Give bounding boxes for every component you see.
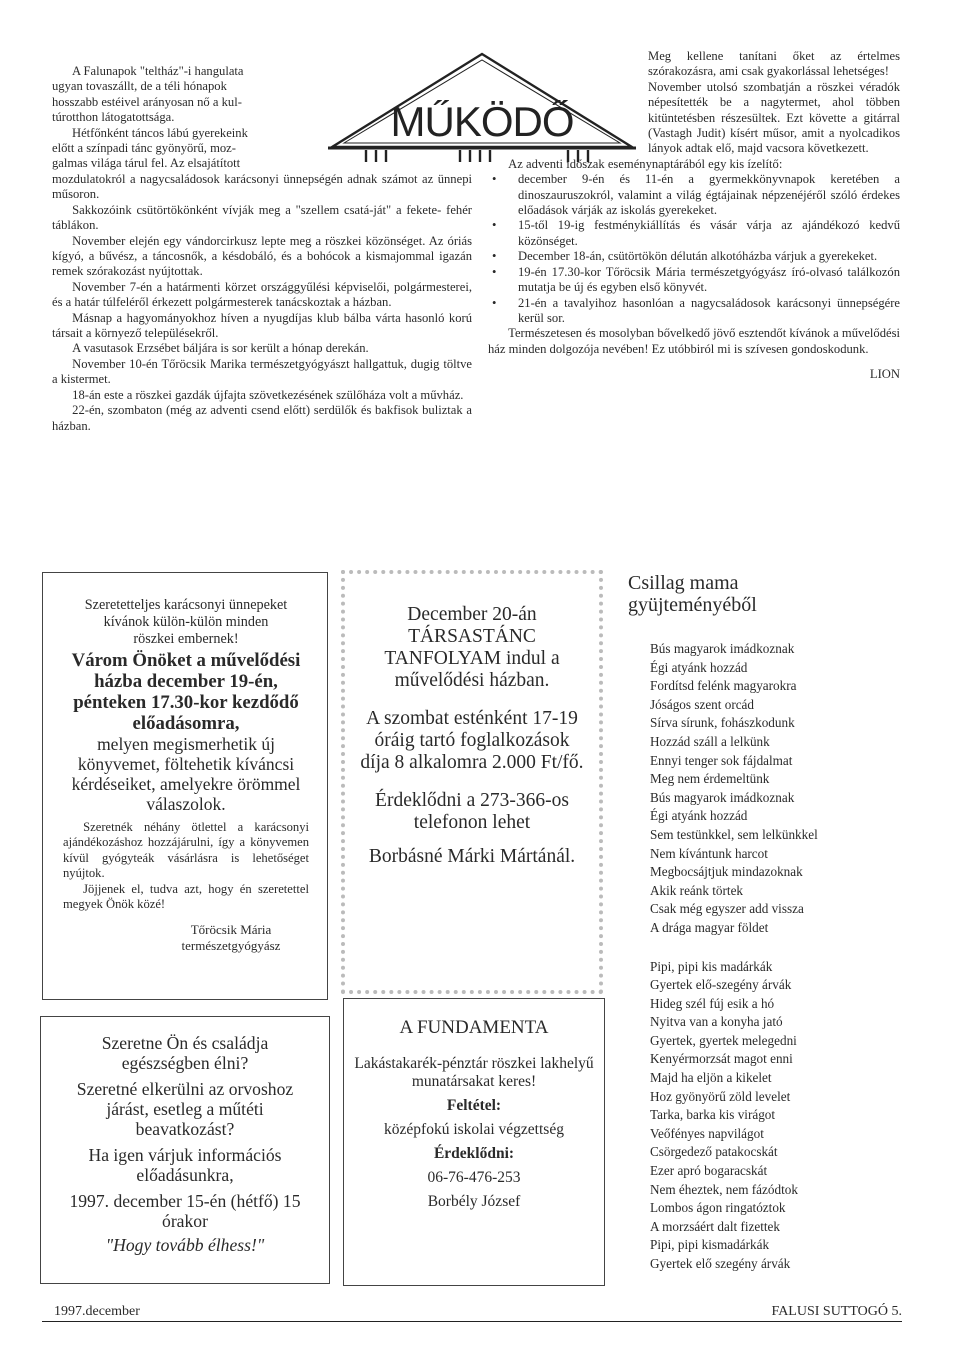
poem-line: Bús magyarok imádkoznak xyxy=(650,789,795,805)
fundamenta-box xyxy=(343,998,605,1286)
fundamenta-text: Lakástakarék-pénztár röszkei lakhelyű munatársakat keres! xyxy=(354,1055,594,1090)
poem-line: Pipi, pipi kis madárkák xyxy=(650,958,773,974)
signature-title: természetgyógyász xyxy=(181,938,281,954)
poem-line: A drága magyar földet xyxy=(650,919,769,935)
intro-line: túrotthon látogatottsága. xyxy=(52,110,175,125)
list-item: • December 18-án, csütörtökön délután alkotóházba várjuk a gyerekeket. xyxy=(488,249,900,264)
greeting-paragraph: Jöjjenek el, tudva azt, hogy én szeretettel megyek Önök közé! xyxy=(63,881,309,912)
poem-line: Hoz gyönyörű zöld levelet xyxy=(650,1088,791,1104)
poem-line: Majd ha eljön a kikelet xyxy=(650,1070,772,1086)
health-slogan: "Hogy tovább élhess!" xyxy=(105,1235,265,1255)
bullet-icon: • xyxy=(492,172,497,187)
list-item: • 19-én 17.30-kor Tőröcsik Mária természetgyógyász író-olvasó találkozón mutatja be új és egyben első könyvét. xyxy=(488,265,900,296)
page-title: MŰKÖDŐ xyxy=(390,98,574,145)
bullet-icon: • xyxy=(492,249,497,264)
fundamenta-condition: középfokú iskolai végzettség xyxy=(384,1121,564,1138)
intro-line: A Falunapok "teltház"-i hangulata xyxy=(72,64,244,78)
poem-line: Ennyi tenger sok fájdalmat xyxy=(650,752,793,768)
poem-line: Jóságos szent orcád xyxy=(650,696,755,712)
fundamenta-name: Borbély József xyxy=(427,1193,521,1210)
intro-line: Hétfőnként táncos lábú gyerekeink xyxy=(72,125,248,140)
greeting-paragraph: Szeretnék néhány ötlettel a karácsonyi ajándékozáshoz hozzájárulni, így a könyvemen kívül gyógyteák vásárlásra is lehetőséget nyújtok. xyxy=(63,820,309,881)
poem-line: Hideg szél fúj esik a hó xyxy=(650,995,775,1011)
poem-line: Gyertek elő-szegény árvák xyxy=(650,977,792,993)
list-item: • 15-től 19-ig festménykiállítás és vásár várja az ajándékozó kedvű közönséget. xyxy=(488,218,900,249)
list-item: • december 9-én és 11-én a gyermekkönyvnapok keretében a dinoszauruszokról, valamint a világ égtájainak népzenéjéről szóló érdekes előadások várják az iskolás gyerekeket. xyxy=(488,172,900,218)
article-paragraph: Természetesen és mosolyban bővelkedő jövő esztendőt kívánok a művelődési ház minden dolgozója nevében! Ez utóbbiról mi is szívesen gondoskodunk. xyxy=(488,326,900,356)
poem-line: Nem kívántunk harcot xyxy=(650,845,768,861)
bullet-icon: • xyxy=(492,264,497,279)
intro-line: galmas világa tárul fel. Az elsajátított xyxy=(52,156,241,171)
poem-line: Égi atyánk hozzád xyxy=(650,659,748,675)
poem-line: Bús magyarok imádkoznak xyxy=(650,641,795,656)
health-line: Ha igen várjuk információs előadásunkra, xyxy=(88,1145,282,1185)
health-line: 1997. december 15-én (hétfő) 15 órakor xyxy=(69,1191,301,1231)
poem-line: Kenyérmorzsát magot enni xyxy=(650,1051,793,1067)
poem-line: Meg nem érdemeltünk xyxy=(650,771,770,787)
article-paragraph: Sakkozóink csütörtökönként vívják meg a "szellem csatá-ját" a fekete- fehér táblákon. xyxy=(52,202,472,233)
poem-line: Égi atyánk hozzád xyxy=(650,808,748,824)
poem-line: Csörgedező patakocskát xyxy=(650,1144,778,1160)
article-paragraph: mozdulatokról a nagycsaládosok karácsonyi ünnepségén adnak számot az ünnepi műsoron. xyxy=(52,172,472,202)
greeting-headline: Szeretetteljes karácsonyi ünnepeket kívánok külön-külön minden röszkei embernek! xyxy=(84,597,288,647)
article-paragraph: Másnap a hagyományokhoz híven a nyugdíjas klub bálba várta hasonló korú társait a környező településekről. xyxy=(52,310,472,341)
poem-title: Csillag mama xyxy=(628,572,739,594)
poem-line: Akik reánk törtek xyxy=(650,882,744,898)
signature: LION xyxy=(869,367,900,382)
signature-name: Tőröcsik Mária xyxy=(190,922,272,938)
article-paragraph: November utolsó szombatján a röszkei véradók népesítették be a nagytermet, ahol többen kitüntetésben részesültek. Ezt követte a gitárral (Vastagh Judit) kísért műsor, amit a nyolcadikos lányok adtak elő, majd vacsora következett. xyxy=(648,79,900,156)
poem-line: A morzsáért dalt fizettek xyxy=(650,1218,780,1234)
right-article xyxy=(488,49,900,383)
fundamenta-condition-label: Feltétel: xyxy=(446,1097,502,1114)
poem-stanza xyxy=(614,958,910,1274)
poem-section xyxy=(614,572,910,1274)
greeting-invite: Várom Önöket a művelődési házba december 19-én, pénteken 17.30-kor kezdődő előadásomra, xyxy=(71,650,301,734)
dance-contact-person: Borbásné Márki Mártánál. xyxy=(368,846,576,867)
bullet-icon: • xyxy=(492,218,497,233)
intro-line: előtt a színpadi tánc gyönyörű, moz- xyxy=(52,141,236,156)
poem-line: Gyertek elő szegény árvák xyxy=(650,1256,791,1271)
intro-line: hosszabb estéivel arányosan nő a kul- xyxy=(52,94,242,109)
poem-line: Csak még egyszer add vissza xyxy=(650,901,804,917)
dance-contact: Érdeklődni a 273-366-os telefonon lehet xyxy=(375,790,569,833)
left-article xyxy=(52,172,472,434)
footer-publication: FALUSI SUTTOGÓ 5. xyxy=(771,1304,902,1319)
article-paragraph: 22-én, szombaton (még az adventi csend előtt) serdülők és bakfisok buliztak a házban. xyxy=(52,403,472,433)
poem-line: Veőfényes napvilágot xyxy=(650,1125,764,1141)
poem-line: Sírva sírunk, fohászkodunk xyxy=(650,715,795,731)
list-item: • 21-én a tavalyihoz hasonlóan a nagycsaládosok karácsonyi ünnepségére kerül sor. xyxy=(488,296,900,327)
poem-line: Nyitva van a konyha jató xyxy=(650,1014,783,1030)
poem-line: Tarka, barka kis virágot xyxy=(650,1107,776,1123)
poem-line: Sem testünkkel, sem lelkünkkel xyxy=(650,826,818,842)
dance-course-box xyxy=(341,570,603,994)
poem-subtitle: gyüjteményéből xyxy=(628,594,757,616)
poem-line: Pipi, pipi kismadárkák xyxy=(650,1237,770,1253)
poem-line: Fordítsd felénk magyarokra xyxy=(650,678,797,694)
poem-line: Gyertek, gyertek melegedni xyxy=(650,1032,797,1048)
poem-line: Lombos ágon ringatóztok xyxy=(650,1200,786,1216)
article-paragraph: November elején egy vándorcirkusz lepte meg a röszkei közönséget. Az óriás kígyó, a bűvész, a táncosnők, a késdobáló, és a bohócok a kismajommal igazán remek szórakozást nyújtottak. xyxy=(52,233,472,279)
article-paragraph: Az adventi időszak eseménynaptárából egy kis ízelítő: xyxy=(508,156,783,171)
poem-stanza xyxy=(614,640,910,938)
article-paragraph: A vasutasok Erzsébet báljára is sor került a hónap derekán. xyxy=(72,341,369,356)
fundamenta-title: A FUNDAMENTA xyxy=(399,1017,549,1038)
fundamenta-phone: 06-76-476-253 xyxy=(427,1169,521,1186)
article-paragraph: November 10-én Tőröcsik Marika természetgyógyászt hallgattuk, dugig töltve a kistermet. xyxy=(52,356,472,387)
greeting-invite-rest: melyen megismerhetik új könyvemet, föltehetik kíváncsi kérdéseiket, amelyekre örömmel válaszolok. xyxy=(71,734,301,814)
dance-schedule: A szombat esténként 17-19 óráig tartó foglalkozások díja 8 alkalomra 2.000 Ft/fő. xyxy=(360,708,584,773)
poem-line: Megbocsájtjuk mindazoknak xyxy=(650,864,803,880)
greeting-box xyxy=(42,572,328,1000)
dance-announcement: December 20-án TÁRSASTÁNC TANFOLYAM indul a művelődési házban. xyxy=(384,604,560,691)
health-line: Szeretne Ön és családja egészségben élni? xyxy=(101,1033,269,1073)
poem-line: Ezer apró bogaracskát xyxy=(650,1163,768,1179)
poem-line: Nem éheztek, nem fázódtok xyxy=(650,1181,798,1197)
bullet-icon: • xyxy=(492,295,497,310)
footer-date: 1997.december xyxy=(54,1304,140,1319)
article-paragraph: November 7-én a határmenti körzet országgyűlési képviselői, polgármesterei, és a határ túlfeléről érkezett polgármesterek tanácskoztak a házban. xyxy=(52,279,472,310)
intro-text xyxy=(52,64,335,172)
article-paragraph: 18-án este a röszkei gazdák újfajta szövetkezésének szülőháza volt a művház. xyxy=(72,387,464,402)
footer-rule xyxy=(42,1321,902,1322)
intro-line: ugyan tovaszállt, de a téli hónapok xyxy=(52,79,227,94)
fundamenta-contact-label: Érdeklődni: xyxy=(433,1145,515,1162)
health-line: Szeretné elkerülni az orvoshoz járást, esetleg a műtéti beavatkozást? xyxy=(76,1079,294,1139)
article-paragraph: Meg kellene tanítani őket az értelmes szórakozásra, ami csak gyakorlással lehetséges! xyxy=(648,49,900,79)
health-box xyxy=(40,1016,330,1284)
poem-line: Hozzád száll a lelkünk xyxy=(650,733,770,749)
